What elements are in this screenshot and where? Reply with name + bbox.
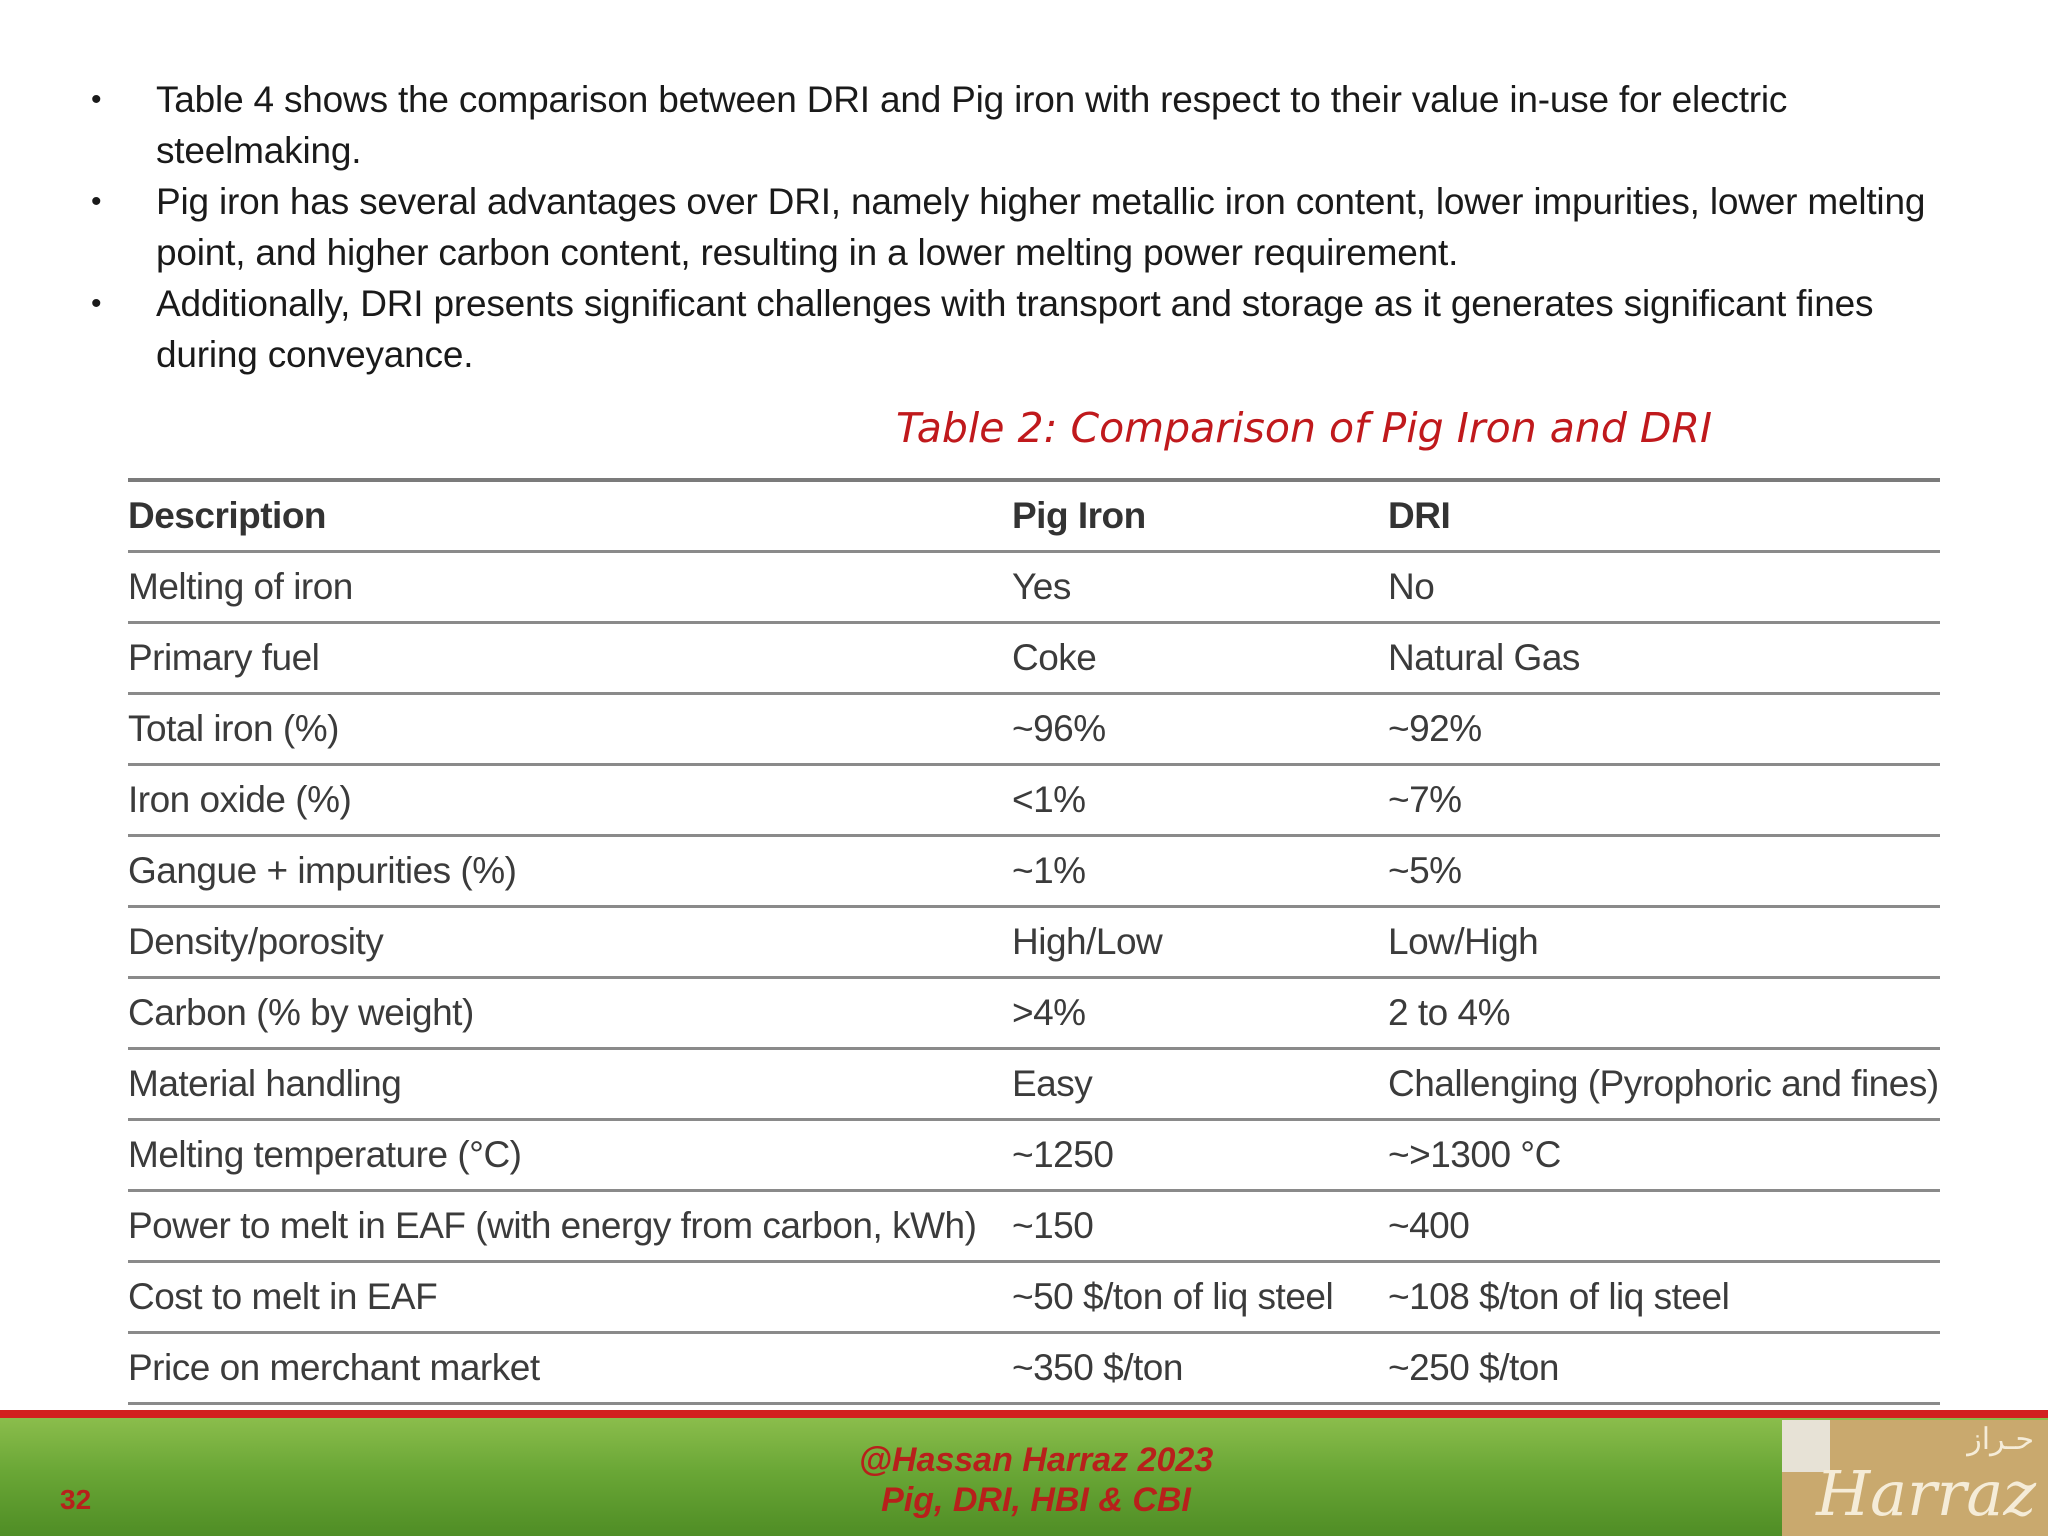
- cell-description: Iron oxide (%): [128, 765, 1012, 836]
- cell-dri: Natural Gas: [1388, 623, 1940, 694]
- bullet-text: Pig iron has several advantages over DRI, namely higher metallic iron content, lower impurities, lower melting point, and higher carbon content, resulting in a lower melting power requirement.: [156, 181, 1926, 273]
- cell-description: Price on merchant market: [128, 1333, 1012, 1404]
- cell-pig-iron: ~50 $/ton of liq steel: [1012, 1262, 1388, 1333]
- cell-pig-iron: <1%: [1012, 765, 1388, 836]
- table-row: [128, 552, 1940, 623]
- footer-divider: [0, 1410, 2048, 1418]
- page-number: 32: [60, 1484, 92, 1515]
- bullet-dot-icon: •: [91, 287, 102, 320]
- cell-dri: ~92%: [1388, 694, 1940, 765]
- cell-dri: No: [1388, 552, 1940, 623]
- cell-description: Density/porosity: [128, 907, 1012, 978]
- cell-description: Melting temperature (°C): [128, 1120, 1012, 1191]
- cell-dri: ~7%: [1388, 765, 1940, 836]
- cell-dri: ~400: [1388, 1191, 1940, 1262]
- table-row: [128, 694, 1940, 765]
- cell-description: Carbon (% by weight): [128, 978, 1012, 1049]
- header-dri: DRI: [1388, 480, 1940, 552]
- cell-pig-iron: Coke: [1012, 623, 1388, 694]
- harraz-logo: [1782, 1420, 2048, 1536]
- header-description: Description: [128, 480, 1012, 552]
- cell-pig-iron: ~150: [1012, 1191, 1388, 1262]
- table-row: [128, 978, 1940, 1049]
- bullet-dot-icon: •: [91, 185, 102, 218]
- table-row: [128, 765, 1940, 836]
- comparison-table: [128, 478, 1940, 1405]
- cell-pig-iron: >4%: [1012, 978, 1388, 1049]
- cell-description: Cost to melt in EAF: [128, 1262, 1012, 1333]
- comparison-table-wrapper: [128, 478, 1940, 1405]
- cell-pig-iron: ~1250: [1012, 1120, 1388, 1191]
- bullet-item: [88, 74, 1978, 176]
- cell-description: Material handling: [128, 1049, 1012, 1120]
- logo-signature: Harraz: [1816, 1457, 2036, 1530]
- cell-pig-iron: Easy: [1012, 1049, 1388, 1120]
- table-row: [128, 1262, 1940, 1333]
- cell-dri: ~250 $/ton: [1388, 1333, 1940, 1404]
- cell-dri: ~>1300 °C: [1388, 1120, 1940, 1191]
- bullet-text: Table 4 shows the comparison between DRI and Pig iron with respect to their value in-use for electric steelmaking.: [156, 79, 1788, 171]
- cell-description: Gangue + impurities (%): [128, 836, 1012, 907]
- cell-description: Power to melt in EAF (with energy from carbon, kWh): [128, 1191, 1012, 1262]
- cell-pig-iron: Yes: [1012, 552, 1388, 623]
- table-row: [128, 1333, 1940, 1404]
- table-row: [128, 623, 1940, 694]
- header-pig-iron: Pig Iron: [1012, 480, 1388, 552]
- table-header-row: [128, 480, 1940, 552]
- bullet-item: [88, 176, 1978, 278]
- cell-pig-iron: High/Low: [1012, 907, 1388, 978]
- bullet-list: [88, 74, 1978, 380]
- cell-description: Total iron (%): [128, 694, 1012, 765]
- cell-dri: ~108 $/ton of liq steel: [1388, 1262, 1940, 1333]
- table-row: [128, 1120, 1940, 1191]
- cell-pig-iron: ~350 $/ton: [1012, 1333, 1388, 1404]
- table-row: [128, 836, 1940, 907]
- logo-arabic-text: حـراز: [1967, 1422, 2034, 1457]
- bullet-text: Additionally, DRI presents significant challenges with transport and storage as it generates significant fines during conveyance.: [156, 283, 1874, 375]
- cell-dri: ~5%: [1388, 836, 1940, 907]
- cell-description: Primary fuel: [128, 623, 1012, 694]
- cell-pig-iron: ~1%: [1012, 836, 1388, 907]
- table-row: [128, 1191, 1940, 1262]
- cell-pig-iron: ~96%: [1012, 694, 1388, 765]
- table-caption: Table 2: Comparison of Pig Iron and DRI: [896, 404, 1713, 452]
- credit-topic: Pig, DRI, HBI & CBI: [881, 1481, 1191, 1519]
- table-row: [128, 907, 1940, 978]
- cell-description: Melting of iron: [128, 552, 1012, 623]
- cell-dri: 2 to 4%: [1388, 978, 1940, 1049]
- cell-dri: Challenging (Pyrophoric and fines): [1388, 1049, 1940, 1120]
- credit-author: @Hassan Harraz 2023: [858, 1441, 1214, 1479]
- table-row: [128, 1049, 1940, 1120]
- bullet-dot-icon: •: [91, 83, 102, 116]
- footer-credit: [736, 1440, 1336, 1520]
- bullet-item: [88, 278, 1978, 380]
- cell-dri: Low/High: [1388, 907, 1940, 978]
